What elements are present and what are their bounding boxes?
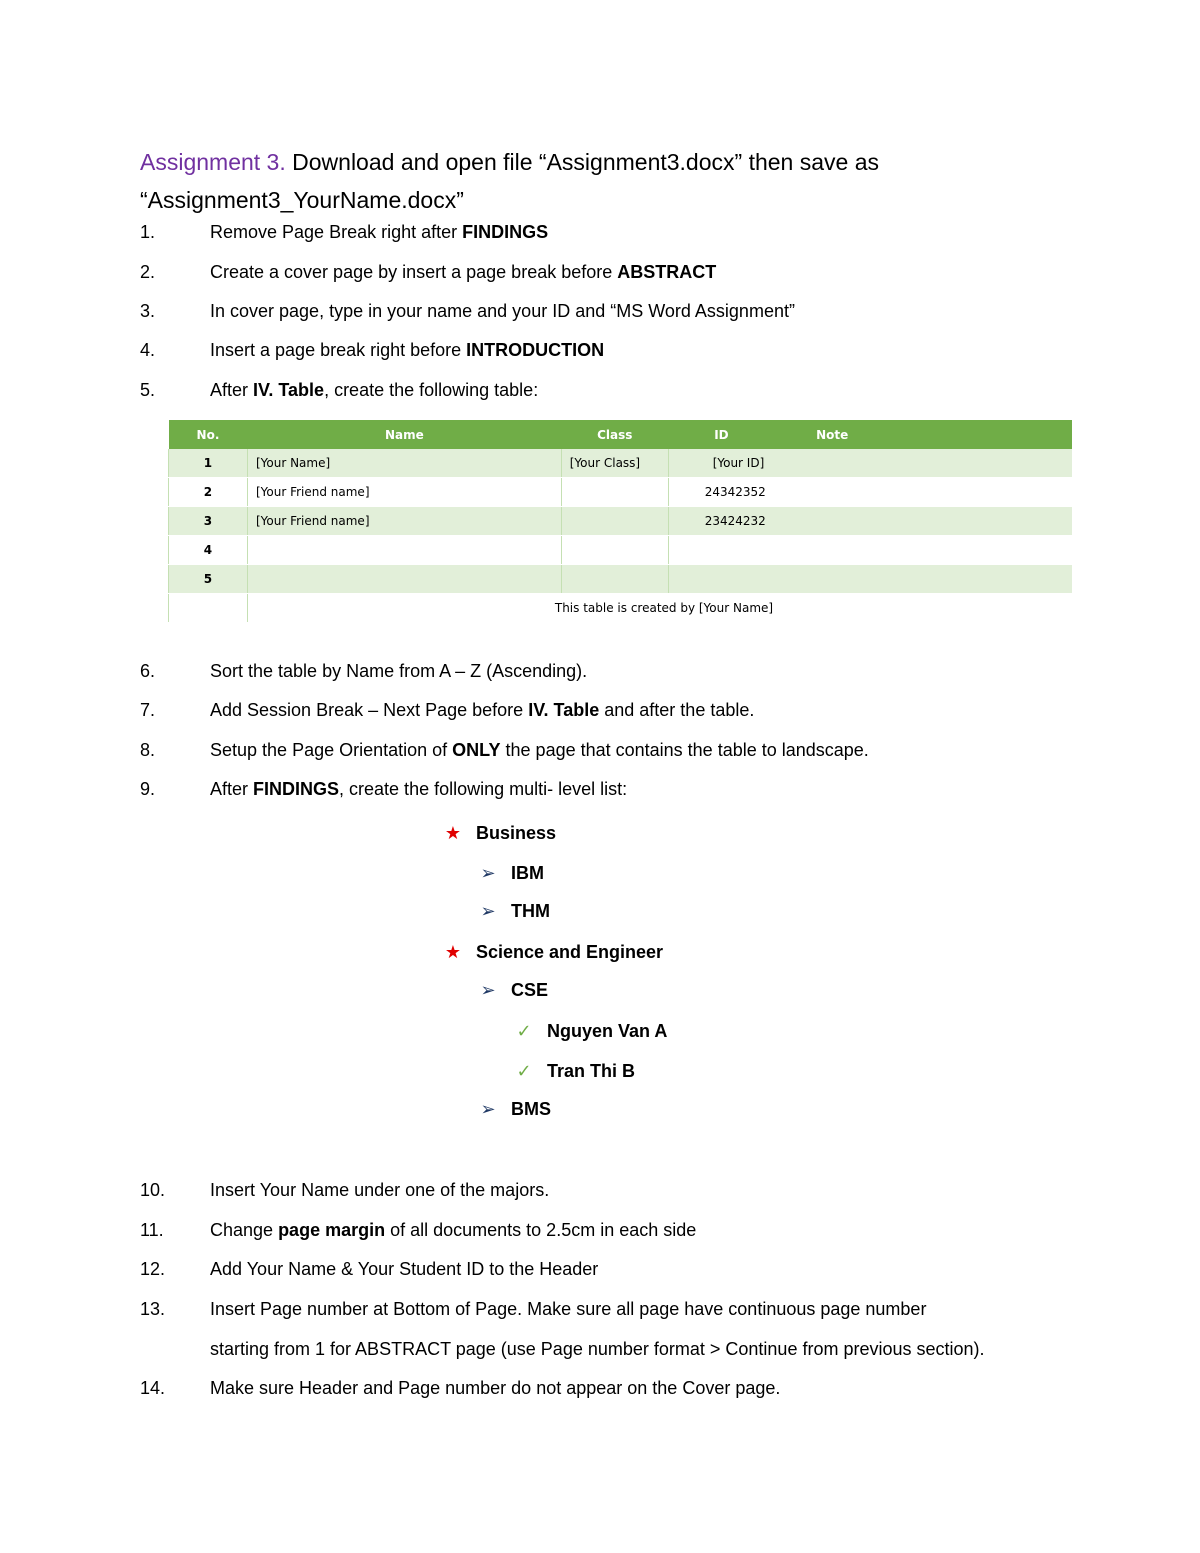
list-number: 11. [140, 1220, 164, 1240]
list-number: 13. [140, 1299, 166, 1319]
header-no: No. [169, 420, 248, 449]
table-footer-row [169, 594, 1073, 623]
list-number: 2. [140, 262, 156, 282]
header-class: Class [561, 420, 668, 449]
assignment-label: Assignment 3. [140, 149, 286, 175]
arrow-icon: ➢ [480, 863, 496, 883]
list-text: Add Your Name & Your Student ID to the Header [210, 1259, 599, 1279]
header-id: ID [668, 420, 774, 449]
list-text: Create a cover page by insert a page break before ABSTRACT [210, 262, 717, 282]
table-row: 2 [Your Friend name] 24342352 [169, 478, 1073, 507]
ml-cse: ➢ CSE [511, 979, 548, 1001]
list-text-continued: starting from 1 for ABSTRACT page (use Page number format > Continue from previous section). [210, 1339, 985, 1359]
table-row: 4 [169, 536, 1073, 565]
star-icon: ★ [444, 942, 462, 962]
list-number: 6. [140, 661, 156, 681]
list-number: 9. [140, 779, 156, 799]
list-number: 7. [140, 700, 156, 720]
table-row: 5 [169, 565, 1073, 594]
list-text: Insert Page number at Bottom of Page. Make sure all page have continuous page number [210, 1299, 927, 1319]
list-number: 1. [140, 222, 156, 242]
list-number: 4. [140, 340, 156, 360]
list-number: 8. [140, 740, 156, 760]
list-text: Insert Your Name under one of the majors. [210, 1180, 550, 1200]
list-text: Setup the Page Orientation of ONLY the page that contains the table to landscape. [210, 740, 869, 760]
arrow-icon: ➢ [480, 1099, 496, 1119]
table-header-row [169, 420, 1073, 449]
star-icon: ★ [444, 823, 462, 843]
ml-business: ★ Business [476, 822, 556, 844]
header-note: Note [774, 420, 1072, 449]
list-text: After IV. Table, create the following table: [210, 380, 539, 400]
check-icon: ✓ [516, 1021, 532, 1041]
ml-thm: ➢ THM [511, 900, 550, 922]
check-icon: ✓ [516, 1061, 532, 1081]
table-footer-note: This table is created by [Your Name] [247, 594, 1072, 623]
student-table [168, 420, 1072, 623]
list-number: 10. [140, 1180, 166, 1200]
list-text: In cover page, type in your name and your ID and “MS Word Assignment” [210, 301, 795, 321]
table-row: 3 [Your Friend name] 23424232 [169, 507, 1073, 536]
list-number: 12. [140, 1259, 166, 1279]
arrow-icon: ➢ [480, 901, 496, 921]
ml-bms: ➢ BMS [511, 1098, 551, 1120]
table-row: 1 [Your Name] [Your Class] [Your ID] [169, 449, 1073, 478]
list-number: 5. [140, 380, 156, 400]
arrow-icon: ➢ [480, 980, 496, 1000]
list-text: Sort the table by Name from A – Z (Ascending). [210, 661, 588, 681]
list-text: Remove Page Break right after FINDINGS [210, 222, 549, 242]
header-name: Name [247, 420, 561, 449]
ml-person1: ✓ Nguyen Van A [547, 1020, 667, 1042]
list-text: After FINDINGS, create the following multi- level list: [210, 779, 628, 799]
list-text: Make sure Header and Page number do not appear on the Cover page. [210, 1378, 781, 1398]
assignment-heading [140, 143, 1040, 219]
list-text: Change page margin of all documents to 2.5cm in each side [210, 1220, 697, 1240]
ml-person2: ✓ Tran Thi B [547, 1060, 635, 1082]
list-text: Add Session Break – Next Page before IV. Table and after the table. [210, 700, 755, 720]
ml-science: ★ Science and Engineer [476, 941, 663, 963]
list-number: 14. [140, 1378, 166, 1398]
list-number: 3. [140, 301, 156, 321]
assignment-instruction: Download and open file “Assignment3.docx” then save as “Assignment3_YourName.docx” [140, 149, 879, 213]
ml-ibm: ➢ IBM [511, 862, 544, 884]
list-text: Insert a page break right before INTRODUCTION [210, 340, 605, 360]
